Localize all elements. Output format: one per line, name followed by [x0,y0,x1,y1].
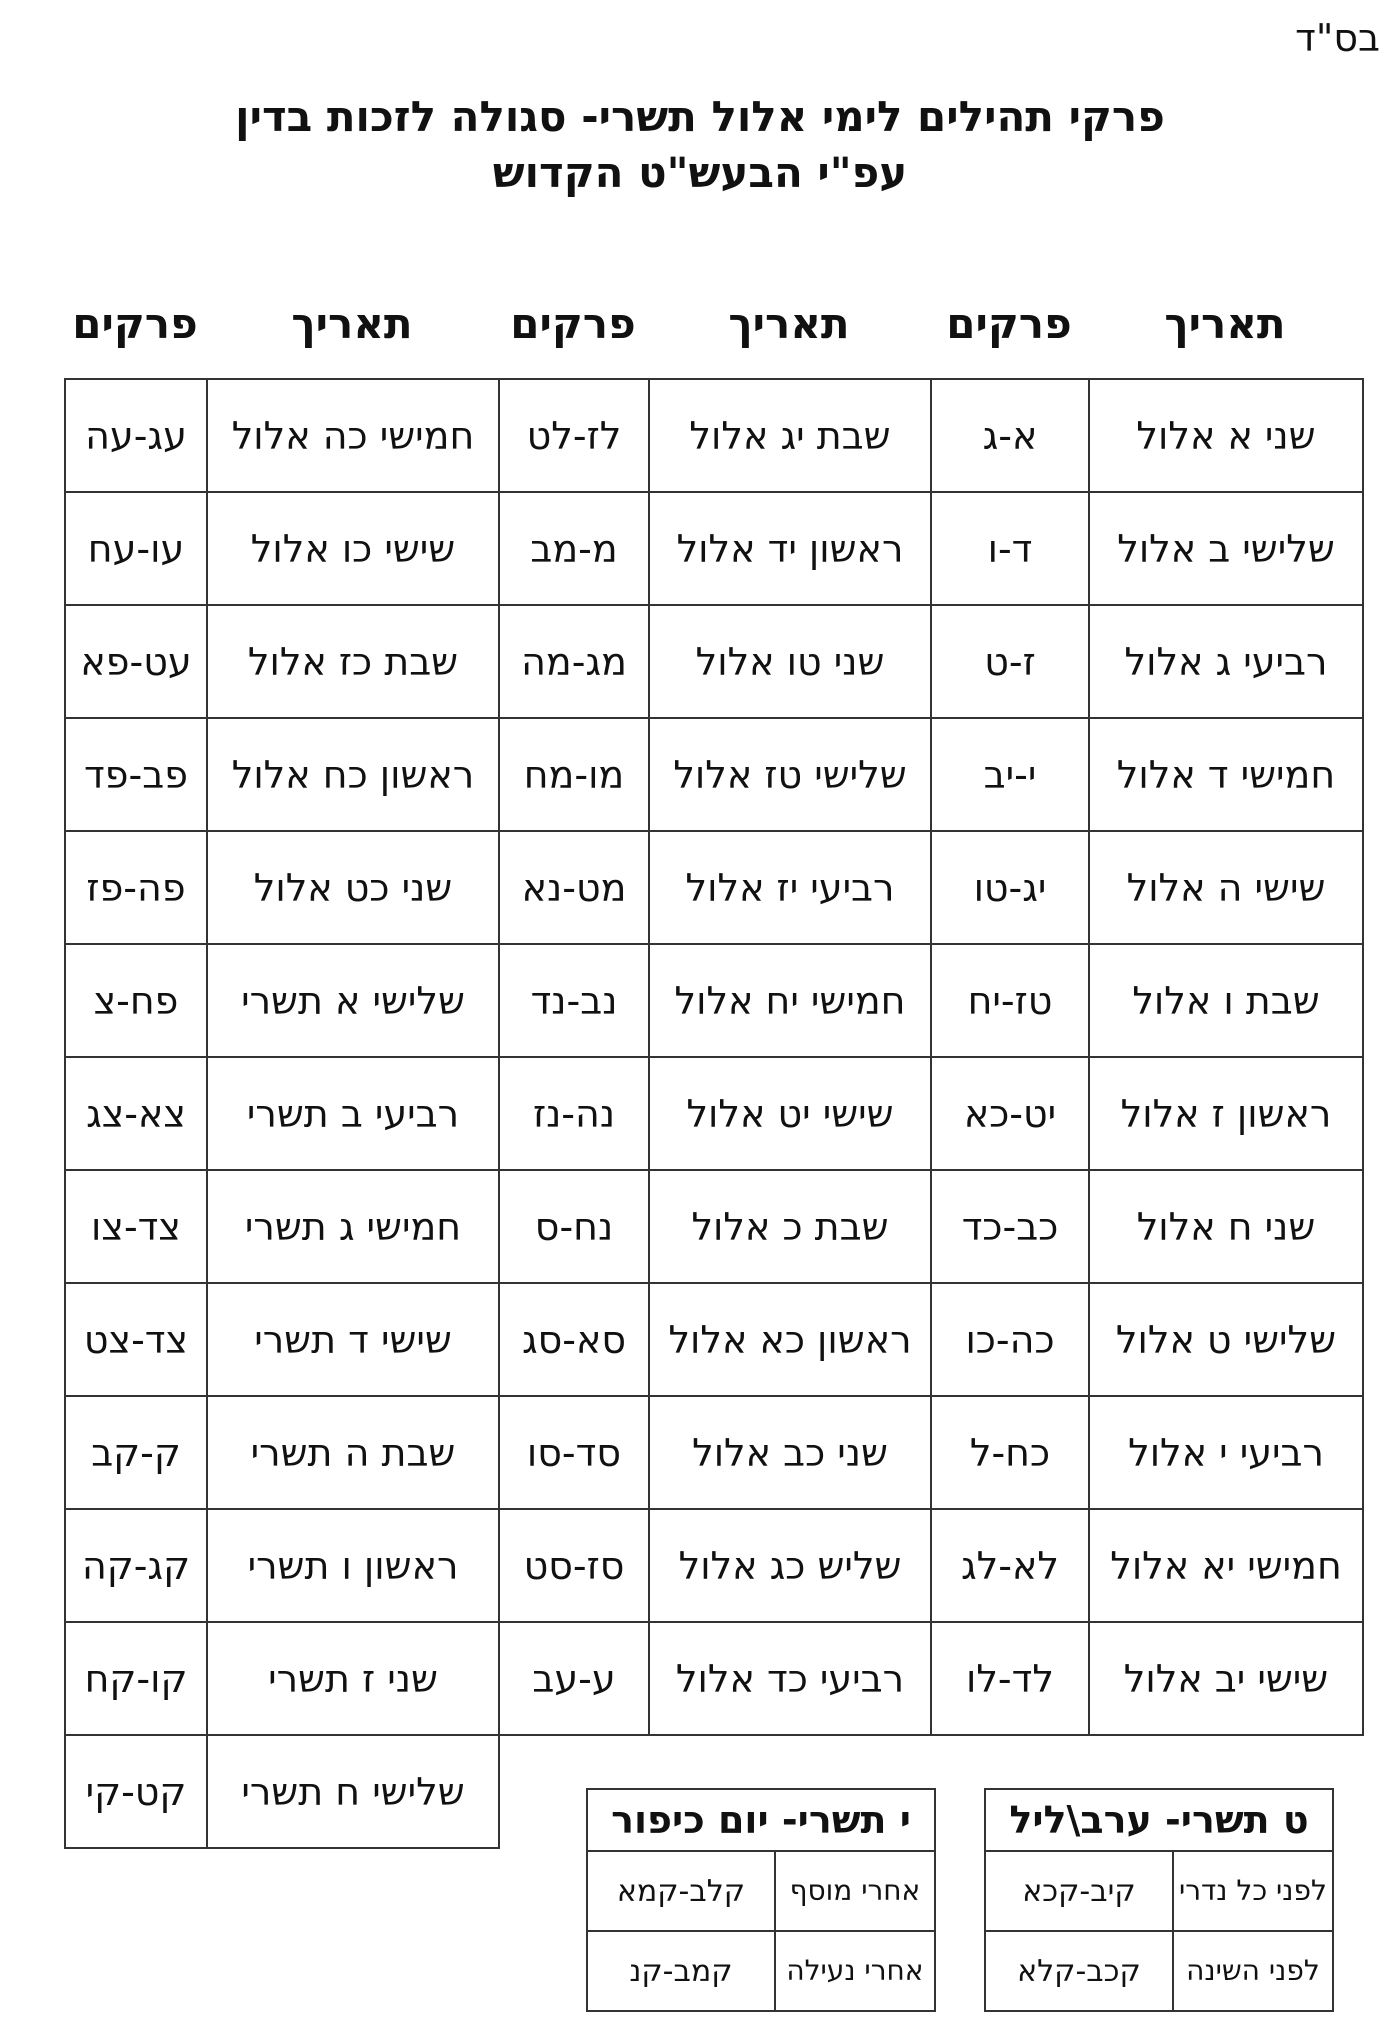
cell-chapters-1: יט-כא [931,1057,1089,1170]
cell-date-3: שישי כו אלול [207,492,499,605]
cell-chapters-3: צד-צט [65,1283,207,1396]
cell-date-1: ראשון ז אלול [1089,1057,1363,1170]
cell-date-3: שישי ד תשרי [207,1283,499,1396]
cell-chapters-2: סז-סט [499,1509,649,1622]
cell-date-2: שליש כג אלול [649,1509,931,1622]
cell-date-2: שבת יג אלול [649,379,931,492]
cell-chapters-2: ע-עב [499,1622,649,1735]
cell-date-2: רביעי יז אלול [649,831,931,944]
cell-date-3: שני כט אלול [207,831,499,944]
cell-chapters-3: עו-עח [65,492,207,605]
header-chapters-3: פרקים [72,299,198,348]
cell-chapters-2: מג-מה [499,605,649,718]
erev-chapters-1: קיב-קכא [986,1852,1173,1931]
cell-chapters-3: קט-קי [65,1735,207,1848]
header-date-2: תאריך [728,299,850,348]
kippur-time-2: אחרי נעילה [775,1931,934,2010]
cell-date-2: שלישי טז אלול [649,718,931,831]
cell-chapters-3: צא-צג [65,1057,207,1170]
cell-chapters-1: לד-לו [931,1622,1089,1735]
erev-yom-kippur-box [984,1788,1334,2012]
cell-date-3: רביעי ב תשרי [207,1057,499,1170]
cell-chapters-1: י-יב [931,718,1089,831]
cell-chapters-3: פה-פז [65,831,207,944]
cell-chapters-2: לז-לט [499,379,649,492]
cell-chapters-3: עג-עה [65,379,207,492]
kippur-time-1: אחרי מוסף [775,1852,934,1931]
header-date-1: תאריך [1164,299,1286,348]
erev-chapters-2: קכב-קלא [986,1931,1173,2010]
page-title: פרקי תהילים לימי אלול תשרי- סגולה לזכות בדין [235,92,1165,141]
erev-box-title: ט תשרי- ערב\ליל [986,1790,1332,1852]
cell-date-1: חמישי יא אלול [1089,1509,1363,1622]
cell-date-3: ראשון כח אלול [207,718,499,831]
cell-chapters-1: א-ג [931,379,1089,492]
cell-date-1: שבת ו אלול [1089,944,1363,1057]
kippur-chapters-1: קלב-קמא [588,1852,775,1931]
header-chapters-1: פרקים [946,299,1072,348]
table-row [65,831,1363,944]
cell-chapters-1: ז-ט [931,605,1089,718]
cell-chapters-3: פח-צ [65,944,207,1057]
cell-date-3: שבת ה תשרי [207,1396,499,1509]
table-row [65,1509,1363,1622]
erev-time-2: לפני השינה [1173,1931,1332,2010]
table-row [65,718,1363,831]
cell-date-1: רביעי י אלול [1089,1396,1363,1509]
cell-date-3: חמישי כה אלול [207,379,499,492]
cell-date-1: שלישי ט אלול [1089,1283,1363,1396]
cell-date-3: חמישי ג תשרי [207,1170,499,1283]
corner-mark: בס"ד [1295,16,1380,60]
cell-chapters-1: טז-יח [931,944,1089,1057]
cell-date-2: רביעי כד אלול [649,1622,931,1735]
table-row [65,605,1363,718]
kippur-chapters-2: קמב-קנ [588,1931,775,2010]
table-row [65,492,1363,605]
cell-chapters-1: כח-ל [931,1396,1089,1509]
cell-date-1: שישי ה אלול [1089,831,1363,944]
cell-date-1: שני ח אלול [1089,1170,1363,1283]
cell-date-3: שני ז תשרי [207,1622,499,1735]
cell-chapters-1: כב-כד [931,1170,1089,1283]
header-date-3: תאריך [291,299,413,348]
cell-chapters-1: לא-לג [931,1509,1089,1622]
cell-chapters-2: נב-נד [499,944,649,1057]
cell-date-2: שבת כ אלול [649,1170,931,1283]
cell-date-2: ראשון כא אלול [649,1283,931,1396]
cell-date-3: שלישי א תשרי [207,944,499,1057]
page-subtitle: עפ"י הבעש"ט הקדוש [492,148,908,197]
cell-chapters-1: כה-כו [931,1283,1089,1396]
cell-date-3: שלישי ח תשרי [207,1735,499,1848]
cell-date-2: ראשון יד אלול [649,492,931,605]
cell-date-2: חמישי יח אלול [649,944,931,1057]
cell-date-3: ראשון ו תשרי [207,1509,499,1622]
psalms-schedule-table [64,378,1364,1849]
cell-chapters-3: צד-צו [65,1170,207,1283]
kippur-box-title: י תשרי- יום כיפור [588,1790,934,1852]
cell-date-2: שישי יט אלול [649,1057,931,1170]
cell-chapters-2: סא-סג [499,1283,649,1396]
cell-date-1: שני א אלול [1089,379,1363,492]
cell-date-1: שלישי ב אלול [1089,492,1363,605]
erev-time-1: לפני כל נדרי [1173,1852,1332,1931]
cell-chapters-2: מ-מב [499,492,649,605]
cell-date-1: רביעי ג אלול [1089,605,1363,718]
cell-date-3: שבת כז אלול [207,605,499,718]
cell-chapters-3: פב-פד [65,718,207,831]
table-row [65,1170,1363,1283]
cell-chapters-2: מט-נא [499,831,649,944]
cell-chapters-2: נה-נז [499,1057,649,1170]
cell-date-2: שני כב אלול [649,1396,931,1509]
cell-chapters-1: ד-ו [931,492,1089,605]
table-row [65,1283,1363,1396]
table-row [65,1622,1363,1735]
table-row [65,1057,1363,1170]
cell-chapters-2: סד-סו [499,1396,649,1509]
yom-kippur-box [586,1788,936,2012]
cell-chapters-1: יג-טו [931,831,1089,944]
cell-chapters-3: קג-קה [65,1509,207,1622]
cell-chapters-3: ק-קב [65,1396,207,1509]
cell-chapters-2: נח-ס [499,1170,649,1283]
cell-chapters-3: קו-קח [65,1622,207,1735]
cell-date-1: שישי יב אלול [1089,1622,1363,1735]
cell-chapters-2: מו-מח [499,718,649,831]
header-chapters-2: פרקים [510,299,636,348]
table-row [65,1396,1363,1509]
cell-date-2: שני טו אלול [649,605,931,718]
cell-date-1: חמישי ד אלול [1089,718,1363,831]
table-row [65,379,1363,492]
cell-chapters-3: עט-פא [65,605,207,718]
table-row [65,944,1363,1057]
